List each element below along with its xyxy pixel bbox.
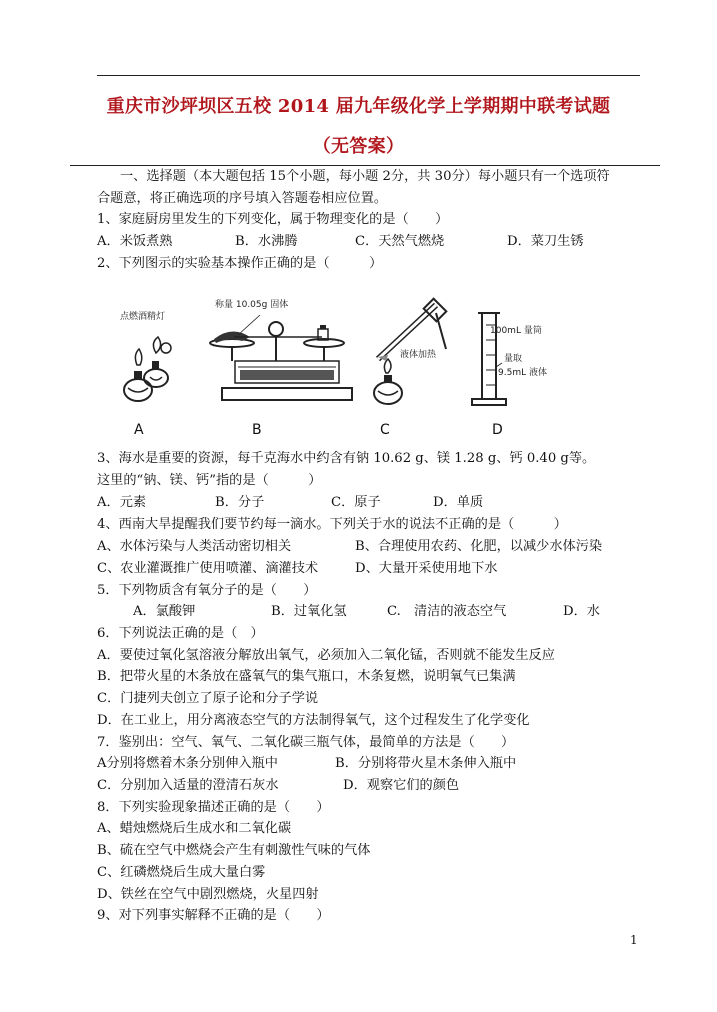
option-d: D．观察它们的颜色	[343, 778, 460, 793]
option-c: C．原子	[331, 495, 381, 510]
question-8-stem: 8．下列实验现象描述正确的是（ ）	[97, 800, 330, 815]
caption-b: 称量 10.05g 固体	[215, 300, 289, 310]
option-d: D．单质	[433, 495, 484, 510]
question-5-stem: 5．下列物质含有氧分子的是（ ）	[97, 583, 317, 598]
question-8-option-a: A、蜡烛燃烧后生成水和二氧化碳	[97, 821, 292, 836]
option-c: C、农业灌溉推广使用喷灌、滴灌技术	[97, 561, 319, 576]
question-8-option-c: C、红磷燃烧后生成大量白雾	[97, 865, 266, 880]
option-a: A．氯酸钾	[133, 604, 196, 619]
top-rule	[97, 75, 640, 76]
option-b: B、合理使用农药、化肥，以减少水体污染	[355, 539, 603, 554]
question-2-stem: 2、下列图示的实验基本操作正确的是（ ）	[97, 256, 383, 271]
question-7-stem: 7．鉴别出：空气、氧气、二氧化碳三瓶气体，最简单的方法是（ ）	[97, 735, 515, 750]
option-c: C．分别加入适量的澄清石灰水	[97, 778, 279, 793]
lab-operations-figure	[110, 295, 630, 413]
question-3-stem: 3、海水是重要的资源，每千克海水中约含有钠 10.62 g、镁 1.28 g、钙 0.40 g等。	[97, 451, 596, 466]
question-6-option-b: B．把带火星的木条放在盛氧气的集气瓶口，木条复燃，说明氧气已集满	[97, 669, 516, 684]
option-b: B．分子	[215, 495, 265, 510]
document-title: 重庆市沙坪坝区五校 2014 届九年级化学上学期期中联考试题	[106, 96, 611, 117]
question-6-option-c: C．门捷列夫创立了原子论和分子学说	[97, 691, 319, 706]
question-9-stem: 9、对下列事实解释不正确的是（ ）	[97, 908, 330, 923]
question-6-option-a: A．要使过氧化氢溶液分解放出氧气，必须加入二氧化锰，否则就不能发生反应	[97, 648, 555, 663]
question-6-option-d: D．在工业上，用分离液态空气的方法制得氧气，这个过程发生了化学变化	[97, 713, 530, 728]
question-6-stem: 6．下列说法正确的是（ ）	[97, 626, 264, 641]
page-number: 1	[630, 933, 638, 947]
option-a: A．元素	[97, 495, 147, 510]
option-d: D、大量开采使用地下水	[355, 561, 498, 576]
figure-label-c: C	[380, 422, 390, 438]
option-d: D．水	[563, 604, 600, 619]
figure-d-cylinder	[472, 313, 547, 405]
figure-label-d: D	[492, 422, 503, 438]
question-4-stem: 4、西南大旱提醒我们要节约每一滴水。下列关于水的说法不正确的是（ ）	[97, 517, 567, 532]
caption-d-3: 9.5mL 液体	[498, 368, 547, 378]
figure-a-alcohol-lamp	[120, 310, 171, 401]
caption-d-1: 100mL 量筒	[490, 326, 542, 336]
question-3-stem-cont: 这里的“钠、镁、钙”指的是（ ）	[97, 473, 322, 488]
caption-c: 液体加热	[400, 350, 437, 360]
option-c: C. 清洁的液态空气	[387, 604, 507, 619]
option-a: A．米饭煮熟	[97, 234, 173, 249]
question-8-option-d: D、铁丝在空气中剧烈燃烧，火星四射	[97, 887, 319, 902]
figure-label-a: A	[134, 422, 144, 438]
option-c: C．天然气燃烧	[355, 234, 445, 249]
question-8-option-b: B、硫在空气中燃烧会产生有刺激性气味的气体	[97, 843, 371, 858]
option-b: B．分别将带火星木条伸入瓶中	[335, 756, 517, 771]
figure-b-balance	[210, 298, 352, 400]
option-a: A分别将燃着木条分别伸入瓶中	[97, 756, 278, 771]
caption-a: 点燃酒精灯	[120, 312, 166, 322]
option-b: B．过氧化氢	[271, 604, 347, 619]
figure-c-liquid-heating	[374, 299, 446, 404]
option-d: D．菜刀生锈	[507, 234, 584, 249]
option-b: B．水沸腾	[235, 234, 298, 249]
document-subtitle: （无答案）	[312, 136, 405, 157]
caption-d-2: 量取	[504, 354, 523, 364]
section-heading-cont: 合题意，将正确选项的序号填入答题卷相应位置。	[97, 191, 388, 206]
question-1-stem: 1、家庭厨房里发生的下列变化，属于物理变化的是（ ）	[97, 212, 449, 227]
figure-label-b: B	[252, 422, 262, 438]
option-a: A、水体污染与人类活动密切相关	[97, 539, 292, 554]
section-heading: 一、选择题（本大题包括 15个小题，每小题 2分，共 30分）每小题只有一个选项符	[120, 169, 610, 184]
